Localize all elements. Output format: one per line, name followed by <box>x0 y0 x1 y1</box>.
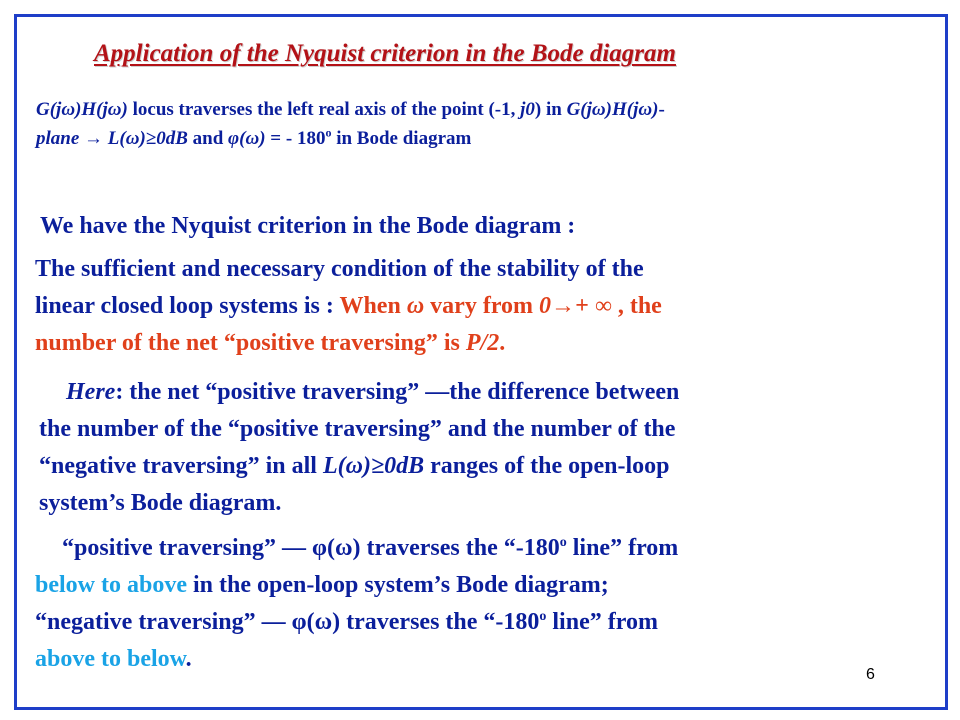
intro-l2-e: in Bode diagram <box>331 128 472 149</box>
traversing-l3-b: line” from <box>546 609 658 635</box>
criterion-line-2 <box>35 288 662 325</box>
intro-l2-d: = - 180 <box>265 128 326 149</box>
criterion-l2-b: When <box>339 293 407 319</box>
page-number: 6 <box>866 666 875 683</box>
traversing-l2-a: below to above <box>35 572 187 598</box>
traversing-text <box>35 530 678 678</box>
intro-l1-g: G(jω)H(jω) <box>566 99 659 120</box>
traversing-l3-sup: o <box>539 609 547 624</box>
traversing-line-1 <box>35 530 678 567</box>
criterion-l3-a: number of the net “positive traversing” is <box>35 330 466 356</box>
intro-line-2 <box>36 124 936 153</box>
definition-line-2: the number of the “positive traversing” and the number of the <box>39 416 676 442</box>
criterion-l3-b: P/2 <box>465 330 500 356</box>
criterion-heading: We have the Nyquist criterion in the Bode diagram : <box>40 213 576 239</box>
traversing-l2-b: in the open-loop system’s Bode diagram; <box>187 572 609 598</box>
traversing-l4-a: above to below <box>35 646 186 672</box>
definition-text <box>39 374 679 522</box>
definition-l3-b: L(ω)≥0dB <box>322 453 425 479</box>
criterion-l2-d: vary from <box>424 293 540 319</box>
criterion-l3-c: . <box>499 330 506 356</box>
traversing-l3-a: “negative traversing” — φ(ω) traverses the “-180 <box>35 609 540 635</box>
criterion-line-1: The sufficient and necessary condition of the stability of the <box>35 256 644 282</box>
definition-line-4: system’s Bode diagram. <box>39 490 282 516</box>
criterion-l2-e: 0→+ ∞ <box>539 293 612 319</box>
criterion-l2-a: linear closed loop systems is : <box>35 293 340 319</box>
traversing-line-4 <box>35 641 678 678</box>
intro-l1-f: ) in <box>534 99 567 120</box>
criterion-l2-f: , the <box>611 293 662 319</box>
intro-text <box>36 95 936 153</box>
intro-l1-c: -1 <box>494 99 511 120</box>
intro-l1-e: j0 <box>520 99 535 120</box>
intro-l1-d: , <box>510 99 521 120</box>
traversing-l1-a: “positive traversing” — φ(ω) traverses the “-180 <box>62 535 560 561</box>
definition-l1-a: Here <box>66 379 116 405</box>
traversing-l1-sup: o <box>559 535 567 550</box>
traversing-line-2 <box>35 567 678 604</box>
definition-l3-c: ranges of the open-loop <box>424 453 670 479</box>
traversing-l1-b: line” from <box>566 535 679 561</box>
criterion-line-3 <box>35 325 662 362</box>
criterion-text <box>35 251 662 362</box>
intro-l1-b: locus traverses the left real axis of the point ( <box>127 99 495 120</box>
intro-l2-c: φ(ω) <box>228 128 266 149</box>
definition-l1-b: : the net “positive traversing” —the difference between <box>115 379 680 405</box>
criterion-l2-c: ω <box>406 293 425 319</box>
traversing-line-3 <box>35 604 678 641</box>
intro-l2-b: and <box>187 128 229 149</box>
definition-l3-a: “negative traversing” in all <box>39 453 323 479</box>
definition-line-3 <box>39 448 679 485</box>
intro-l2-sup: o <box>325 125 332 140</box>
definition-line-1 <box>39 374 679 411</box>
intro-line-1 <box>36 95 936 124</box>
slide-title: Application of the Nyquist criterion in the Bode diagram <box>94 40 676 67</box>
traversing-l4-b: . <box>185 646 192 672</box>
intro-l2-a: plane → L(ω)≥0dB <box>36 128 188 149</box>
intro-l1-h: - <box>658 99 665 120</box>
intro-l1-a: G(jω)H(jω) <box>36 99 128 120</box>
